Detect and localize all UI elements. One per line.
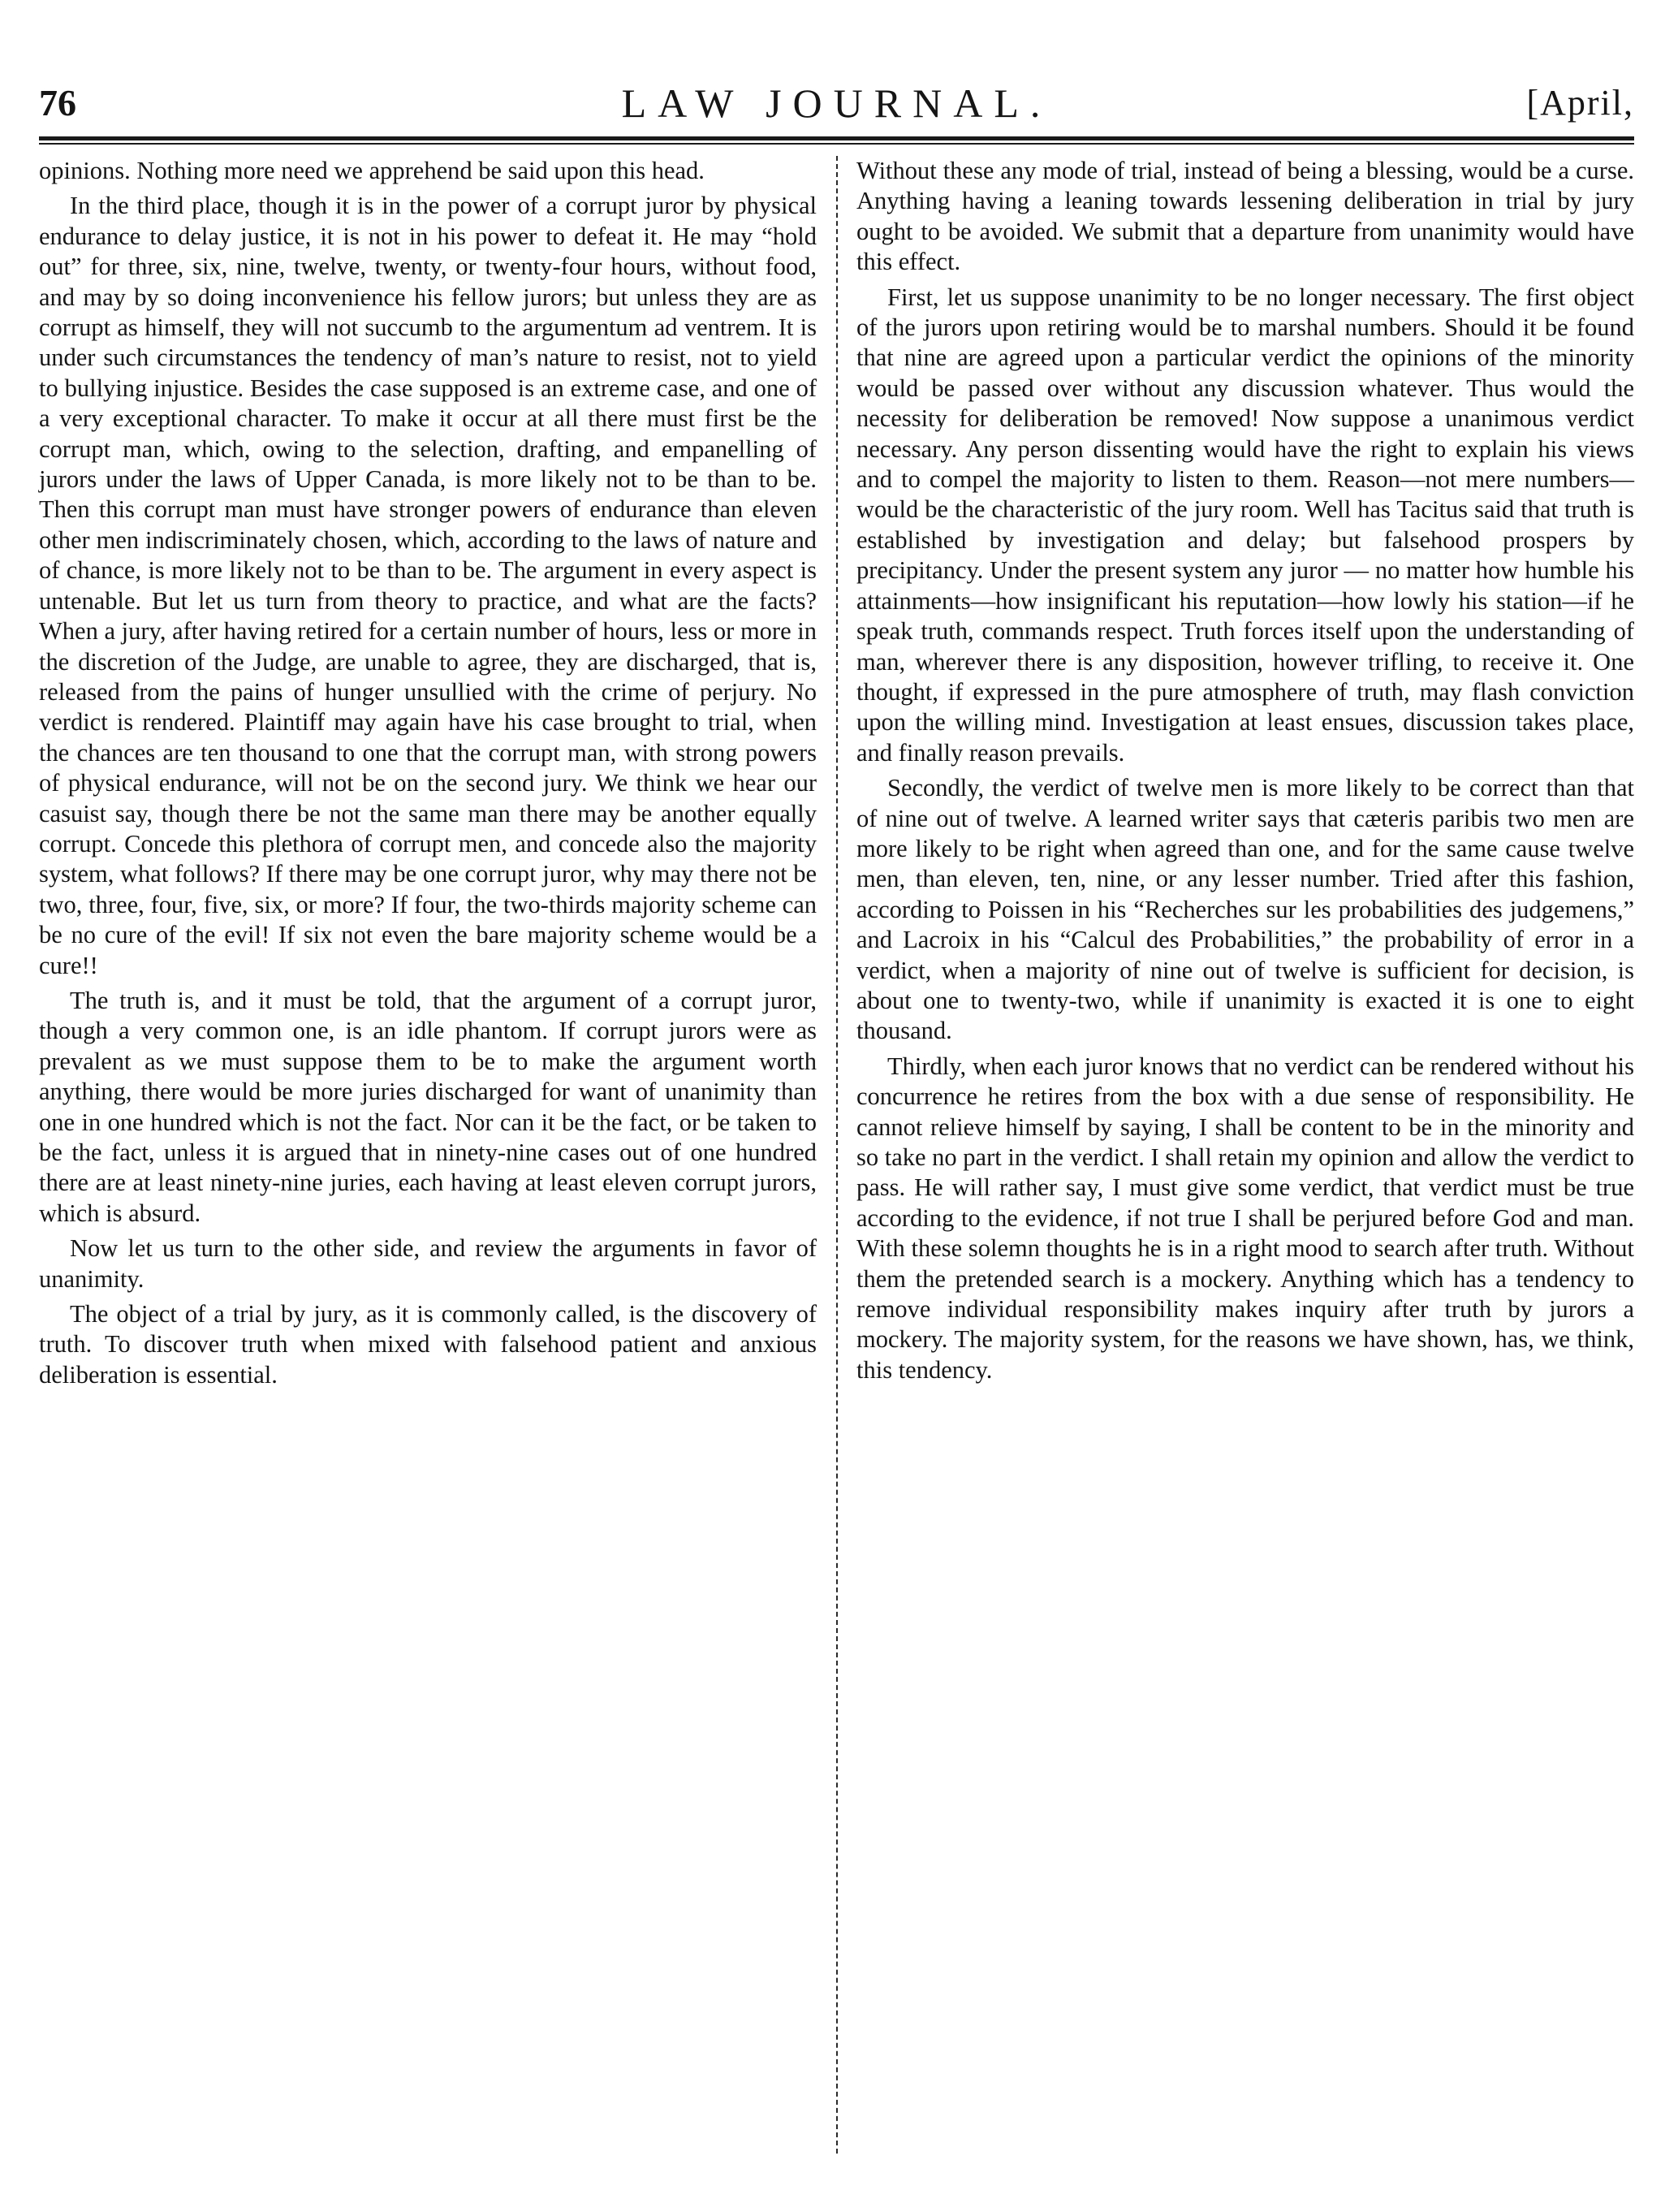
left-column: [39, 156, 817, 1395]
paragraph: The object of a trial by jury, as it is commonly called, is the discovery of truth. To discover truth when mixed with falsehood patient and anxious deliberation is essential.: [39, 1300, 817, 1389]
paragraph: Secondly, the verdict of twelve men is more likely to be correct than that of nine out of twelve. A learned writer says that cæteris paribis two men are more likely to be right when agreed than one, and for the same cause twelve men, than eleven, ten, nine, or any lesser number. Tried after this fashion, according to Poissen in his “Recherches sur les probabilities des judgemens,” and Lacroix in his “Calcul des Probabilities,” the probability of error in a verdict, when a majority of nine out of twelve is sufficient for decision, is about one to twenty-two, while if unanimity is exacted it is one to eight thousand.: [856, 774, 1634, 1045]
paragraph: Now let us turn to the other side, and review the arguments in favor of unanimity.: [39, 1234, 817, 1293]
paragraph: Thirdly, when each juror knows that no verdict can be rendered without his concurrence he retires from the box with a due sense of responsibility. He cannot relieve himself by saying, I shall be content to be in the minority and so take no part in the verdict. I shall retain my opinion and allow the verdict to pass. He will rather say, I must give some verdict, that verdict must be true according to the evidence, if not true I shall be perjured before God and man. With these solemn thoughts he is in a right mood to search after truth. Without them the pretended search is a mockery. Anything which has a tendency to remove individual responsibility makes inquiry after truth by jurors a mockery. The majority system, for the reasons we have shown, has, we think, this tendency.: [856, 1052, 1634, 1384]
paragraph: Without these any mode of trial, instead of being a blessing, would be a curse. Anything having a leaning towards lessening deliberation in trial by jury ought to be avoided. We submit that a departure from unanimity would have this effect.: [856, 157, 1634, 276]
header-rule: [39, 136, 1634, 145]
page-header: [39, 75, 1634, 132]
paragraph: opinions. Nothing more need we apprehend be said upon this head.: [39, 157, 705, 184]
journal-title: LAW JOURNAL.: [621, 80, 1052, 126]
right-column: [856, 156, 1634, 1390]
issue-month: [April,: [1526, 83, 1634, 123]
paragraph: First, let us suppose unanimity to be no longer necessary. The first object of the jurors upon retiring would be to marshal numbers. Should it be found that nine are agreed upon a particular verdict the opinions of the minority would be passed over without any discussion whatever. Thus would the necessity for deliberation be removed! Now suppose a unanimous verdict necessary. Any person dissenting would have the right to explain his views and to compel the majority to listen to them. Reason—not mere numbers—would be the characteristic of the jury room. Well has Tacitus said that truth is established by investigation and delay; but falsehood prospers by precipitancy. Under the present system any juror — no matter how humble his attainments—how insignificant his reputation—how lowly his station—if he speak truth, commands respect. Truth forces itself upon the understanding of man, wherever there is any disposition, however trifling, to receive it. One thought, if expressed in the pure atmosphere of truth, may flash conviction upon the willing mind. Investigation at least ensues, discussion takes place, and finally reason prevails.: [856, 283, 1634, 767]
column-divider: [836, 156, 838, 2154]
paragraph: In the third place, though it is in the power of a corrupt juror by physical endurance to delay justice, it is not in his power to defeat it. He may “hold out” for three, six, nine, twelve, twenty, or twenty-four hours, without food, and may by so doing inconvenience his fellow jurors; but unless they are as corrupt as himself, they will not succumb to the argumentum ad ventrem. It is under such circumstances the tendency of man’s nature to resist, not to yield to bullying injustice. Besides the case supposed is an extreme case, and one of a very exceptional character. To make it occur at all there must first be the corrupt man, which, owing to the selection, drafting, and empanelling of jurors under the laws of Upper Canada, is more likely not to be than to be. Then this corrupt man must have stronger powers of endurance than eleven other men indiscriminately chosen, which, according to the laws of nature and of chance, is more likely not to be than to be. The argument in every aspect is untenable. But let us turn from theory to practice, and what are the facts? When a jury, after having retired for a certain number of hours, less or more in the discretion of the Judge, are unable to agree, they are discharged, that is, released from the pains of hunger unsullied with the crime of perjury. No verdict is rendered. Plaintiff may again have his case brought to trial, when the chances are ten thousand to one that the corrupt man, with strong powers of physical endurance, will not be on the second jury. We think we hear our casuist say, though there be not the same man there may be another equally corrupt. Concede this plethora of corrupt men, and concede also the majority system, what follows? If there may be one corrupt juror, why may there not be two, three, four, five, six, or more? If four, the two-thirds majority scheme can be no cure of the evil! If six not even the bare majority scheme would be a cure!!: [39, 192, 817, 979]
article-body: [39, 156, 1634, 2162]
page-number: 76: [39, 82, 76, 123]
paragraph: The truth is, and it must be told, that the argument of a corrupt juror, though a very common one, is an idle phantom. If corrupt jurors were as prevalent as we must suppose them to be to make the argument worth anything, there would be more juries discharged for want of unanimity than one in one hundred which is not the fact. Nor can it be the fact, or be taken to be the fact, unless it is argued that in ninety-nine cases out of one hundred there are at least ninety-nine juries, each having at least eleven corrupt jurors, which is absurd.: [39, 986, 817, 1227]
